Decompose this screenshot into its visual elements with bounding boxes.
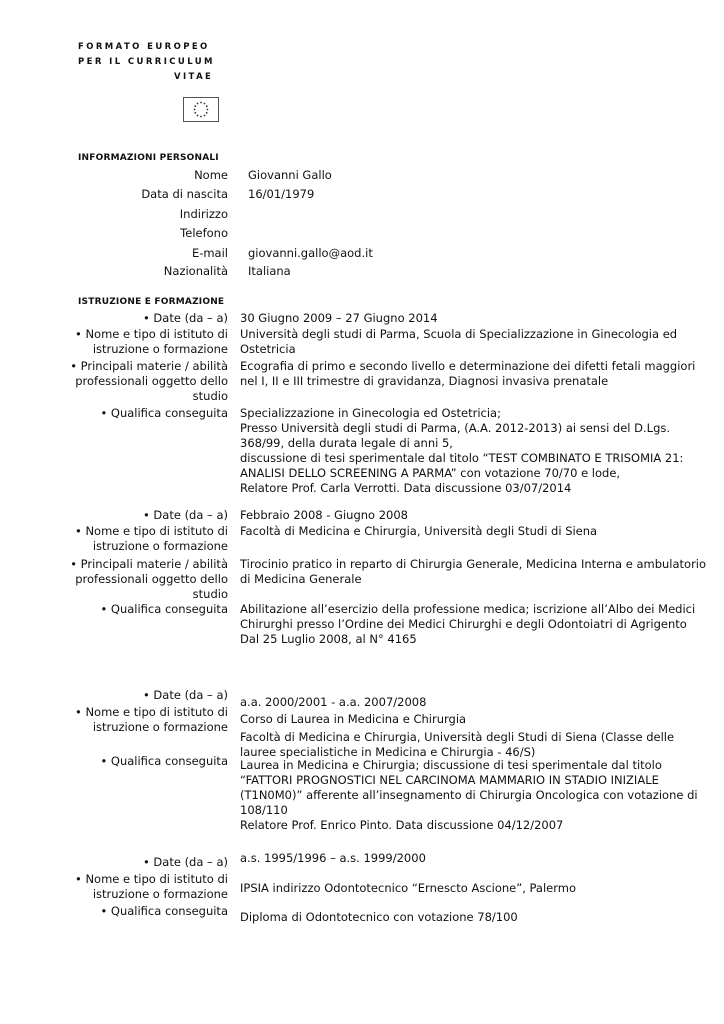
text-line: Abilitazione all’esercizio della professione medica; iscrizione all’Albo dei Medici	[240, 602, 696, 616]
text-line: Laurea in Medicina e Chirurgia; discussione di tesi sperimentale dal titolo	[240, 758, 662, 772]
label-email: E-mail	[191, 246, 228, 260]
label-subjects-line: • Principali materie / abilità	[70, 359, 228, 373]
text-line: 368/99, della durata legale di anni 5,	[240, 436, 453, 450]
text-line: “FATTORI PROGNOSTICI NEL CARCINOMA MAMMARIO IN STADIO INIZIALE	[240, 773, 659, 787]
label-subjects	[70, 557, 228, 602]
label-institute-line: • Nome e tipo di istituto di	[75, 705, 228, 719]
label-date: • Date (da – a)	[142, 688, 228, 702]
label-address: Indirizzo	[179, 207, 228, 221]
label-institute-line: istruzione o formazione	[92, 720, 228, 734]
label-phone: Telefono	[180, 226, 228, 240]
label-institute-line: istruzione o formazione	[92, 342, 228, 356]
entry-4-qualification: Diploma di Odontotecnico con votazione 78/100	[240, 910, 518, 924]
label-institute	[75, 327, 228, 357]
entry-1-qualification	[240, 406, 684, 496]
label-date: • Date (da – a)	[142, 508, 228, 522]
section-title-personal-info: INFORMAZIONI PERSONALI	[78, 153, 219, 163]
label-subjects	[70, 359, 228, 404]
text-line: nel I, II e III trimestre di gravidanza, Diagnosi invasiva prenatale	[240, 374, 609, 388]
cv-format-title-line-2: PER IL CURRICULUM	[78, 57, 215, 67]
cv-format-title-line-1: FORMATO EUROPEO	[78, 42, 210, 52]
label-qualification: • Qualifica conseguita	[100, 754, 228, 768]
entry-2-subjects	[240, 557, 707, 587]
text-line: Facoltà di Medicina e Chirurgia, Università degli Studi di Siena	[240, 524, 598, 538]
label-institute	[75, 872, 228, 902]
label-qualification: • Qualifica conseguita	[100, 602, 228, 616]
label-institute-line: • Nome e tipo di istituto di	[75, 872, 228, 886]
entry-1-date: 30 Giugno 2009 – 27 Giugno 2014	[240, 311, 438, 325]
entry-2-institute	[240, 524, 680, 539]
text-line: Corso di Laurea in Medicina e Chirurgia	[240, 712, 467, 726]
text-line: Dal 25 Luglio 2008, al N° 4165	[240, 632, 417, 646]
label-institute-line: istruzione o formazione	[92, 887, 228, 901]
label-institute-line: • Nome e tipo di istituto di	[75, 327, 228, 341]
label-subjects-line: professionali oggetto dello	[75, 572, 228, 586]
text-line: di Medicina Generale	[240, 572, 362, 586]
value-email[interactable]: giovanni.gallo@aod.it	[248, 246, 373, 260]
text-line: Tirocinio pratico in reparto di Chirurgia Generale, Medicina Interna e ambulatorio	[240, 557, 707, 571]
entry-3-date: a.a. 2000/2001 - a.a. 2007/2008	[240, 695, 427, 709]
text-line: Relatore Prof. Carla Verrotti. Data discussione 03/07/2014	[240, 481, 572, 495]
text-line: Ecografia di primo e secondo livello e determinazione dei difetti fetali maggiori	[240, 359, 696, 373]
value-name: Giovanni Gallo	[248, 168, 332, 182]
value-birth-date: 16/01/1979	[248, 187, 315, 201]
label-subjects-line: studio	[192, 389, 228, 403]
label-qualification: • Qualifica conseguita	[100, 904, 228, 918]
entry-4-date: a.s. 1995/1996 – a.s. 1999/2000	[240, 851, 426, 865]
entry-1-institute	[240, 327, 680, 357]
text-line: Facoltà di Medicina e Chirurgia, Università degli Studi di Siena (Classe delle	[240, 730, 675, 744]
text-line: discussione di tesi sperimentale dal titolo “TEST COMBINATO E TRISOMIA 21:	[240, 451, 684, 465]
label-institute	[75, 524, 228, 554]
entry-2-qualification	[240, 602, 696, 647]
label-institute-line: istruzione o formazione	[92, 539, 228, 553]
label-subjects-line: • Principali materie / abilità	[70, 557, 228, 571]
text-line: ANALISI DELLO SCREENING A PARMA” con votazione 70/70 e lode,	[240, 466, 621, 480]
cv-format-title-line-3: VITAE	[174, 72, 214, 82]
label-qualification: • Qualifica conseguita	[100, 406, 228, 420]
text-line: 108/110	[240, 803, 288, 817]
label-institute-line: • Nome e tipo di istituto di	[75, 524, 228, 538]
value-nationality: Italiana	[248, 264, 291, 278]
section-title-education: ISTRUZIONE E FORMAZIONE	[78, 297, 225, 307]
label-date: • Date (da – a)	[142, 311, 228, 325]
text-line: Chirurghi presso l’Ordine dei Medici Chirurghi e degli Odontoiatri di Agrigento	[240, 617, 687, 631]
text-line: Università degli studi di Parma, Scuola di Specializzazione in Ginecologia ed	[240, 327, 678, 341]
label-subjects-line: professionali oggetto dello	[75, 374, 228, 388]
text-line: lauree specialistiche in Medicina e Chirurgia - 46/S)	[240, 745, 536, 759]
label-name: Nome	[194, 168, 228, 182]
entry-2-date: Febbraio 2008 - Giugno 2008	[240, 508, 408, 522]
label-nationality: Nazionalità	[163, 264, 228, 278]
label-institute	[75, 705, 228, 735]
entry-3-qualification	[240, 758, 698, 833]
entry-4-institute: IPSIA indirizzo Odontotecnico “Ernescto Ascione”, Palermo	[240, 881, 577, 895]
entry-3-institute	[240, 712, 680, 760]
text-line: Presso Università degli studi di Parma, (A.A. 2012-2013) ai sensi del D.Lgs.	[240, 421, 671, 435]
text-line: (T1N0M0)” afferente all’insegnamento di Chirurgia Oncologica con votazione di	[240, 788, 698, 802]
label-subjects-line: studio	[192, 587, 228, 601]
eu-flag-icon	[183, 97, 219, 122]
text-line: Specializzazione in Ginecologia ed Ostetricia;	[240, 406, 501, 420]
label-date: • Date (da – a)	[142, 855, 228, 869]
label-birth-date: Data di nascita	[141, 187, 228, 201]
text-line: Relatore Prof. Enrico Pinto. Data discussione 04/12/2007	[240, 818, 564, 832]
entry-1-subjects	[240, 359, 696, 389]
text-line: Ostetricia	[240, 342, 296, 356]
